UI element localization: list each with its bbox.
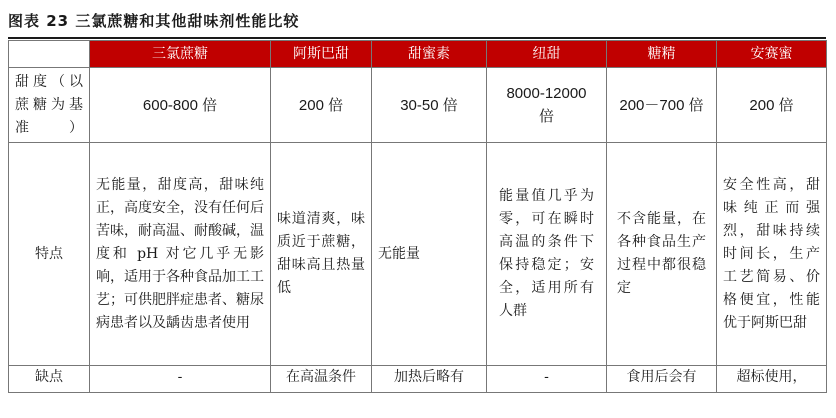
table-cell: 加热后略有 [372, 366, 487, 393]
sweetener-comparison-table [8, 40, 827, 393]
header-sucralose: 三氯蔗糖 [90, 41, 271, 68]
header-row [9, 41, 827, 68]
table-cell: - [487, 366, 607, 393]
table-cell: 味道清爽，味质近于蔗糖，甜味高且热量低 [271, 143, 372, 366]
header-corner [9, 41, 90, 68]
header-neotame: 纽甜 [487, 41, 607, 68]
table-cell: 30-50 倍 [372, 68, 487, 143]
table-row [9, 68, 827, 143]
table-cell: 无能量 [372, 143, 487, 366]
header-aspartame: 阿斯巴甜 [271, 41, 372, 68]
figure-title: 图表 23 三氯蔗糖和其他甜味剂性能比较 [8, 12, 300, 30]
table-row [9, 143, 827, 366]
table-cell: - [90, 366, 271, 393]
table-cell: 在高温条件 [271, 366, 372, 393]
row-label-sweetness: 甜度（以蔗糖为基准） [9, 68, 90, 143]
table-cell: 能量值几乎为零，可在瞬时高温的条件下保持稳定；安全，适用所有人群 [487, 143, 607, 366]
title-rule [8, 37, 826, 39]
table-cell: 200 倍 [717, 68, 827, 143]
table-cell: 8000-12000 倍 [487, 68, 607, 143]
table-cell: 不含能量，在各种食品生产过程中都很稳定 [607, 143, 717, 366]
table-cell: 无能量，甜度高，甜味纯正，高度安全，没有任何后苦味，耐高温、耐酸碱，温度和 pH 对它几乎无影响，适用于各种食品加工工艺；可供肥胖症患者、糖尿病患者以及龋齿患者使用 [90, 143, 271, 366]
table-cell: 超标使用， [717, 366, 827, 393]
table-cell: 食用后会有 [607, 366, 717, 393]
table-cell: 200 倍 [271, 68, 372, 143]
table-cell: 600-800 倍 [90, 68, 271, 143]
row-label-drawbacks: 缺点 [9, 366, 90, 393]
row-label-features: 特点 [9, 143, 90, 366]
header-saccharin: 糖精 [607, 41, 717, 68]
header-acesulfame: 安赛蜜 [717, 41, 827, 68]
table-row [9, 366, 827, 393]
header-cyclamate: 甜蜜素 [372, 41, 487, 68]
table-cell: 200－700 倍 [607, 68, 717, 143]
table-cell: 安全性高，甜味纯正而强烈，甜味持续时间长，生产工艺简易、价格便宜，性能优于阿斯巴甜 [717, 143, 827, 366]
